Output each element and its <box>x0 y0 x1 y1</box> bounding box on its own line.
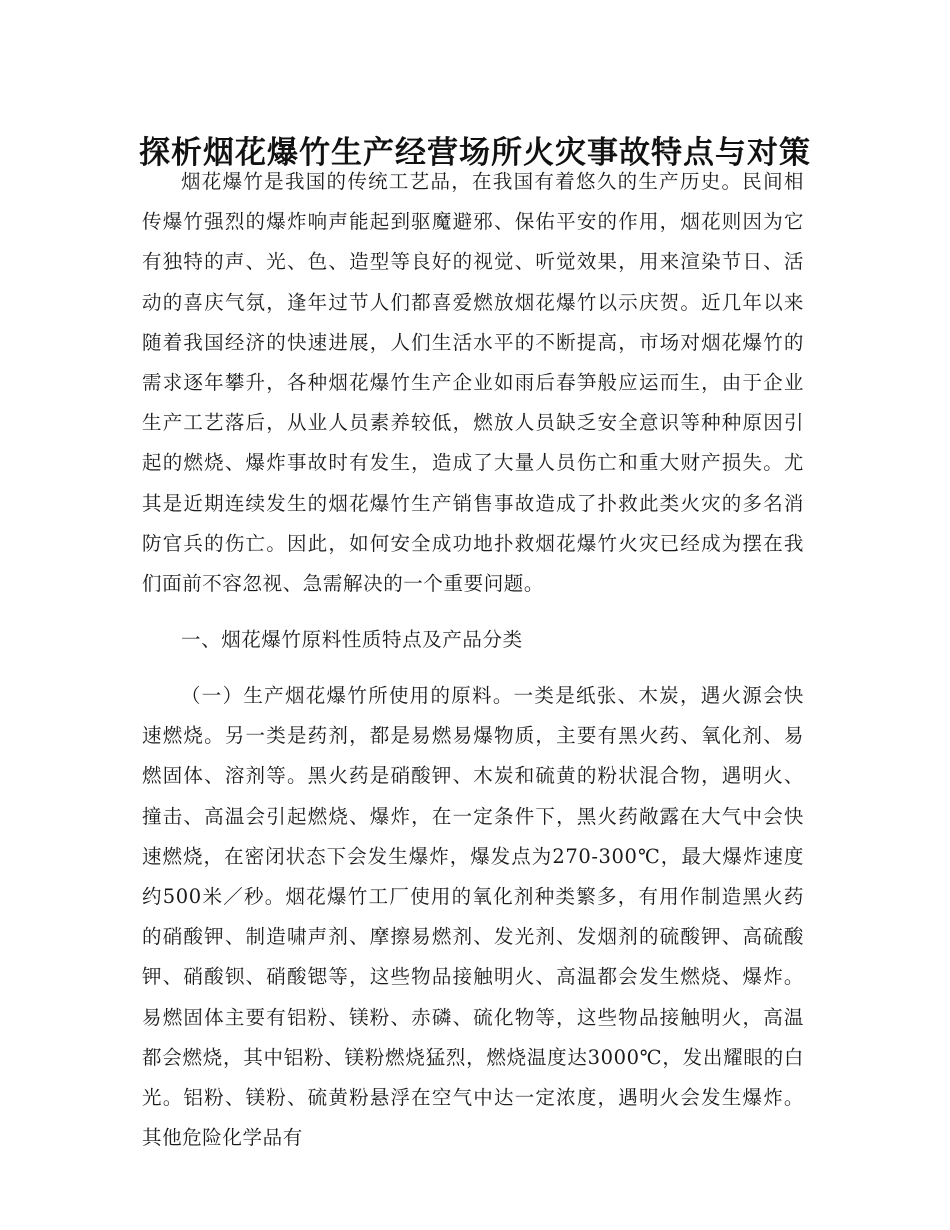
document-title: 探析烟花爆竹生产经营场所火灾事故特点与对策 <box>139 134 811 171</box>
section-heading: 一、烟花爆竹原料性质特点及产品分类 <box>181 628 523 651</box>
intro-paragraph: 烟花爆竹是我国的传统工艺品，在我国有着悠久的生产历史。民间相传爆竹强烈的爆炸响声能起到驱魔避邪、保佑平安的作用，烟花则因为它有独特的声、光、色、造型等良好的视觉、听觉效果，用来渲染节日、活动的喜庆气氛，逢年过节人们都喜爱燃放烟花爆竹以示庆贺。近几年以来随着我国经济的快速进展，人们生活水平的不断提高，市场对烟花爆竹的需求逐年攀升，各种烟花爆竹生产企业如雨后春笋般应运而生，由于企业生产工艺落后，从业人员素养较低，燃放人员缺乏安全意识等种种原因引起的燃烧、爆炸事故时有发生，造成了大量人员伤亡和重大财产损失。尤其是近期连续发生的烟花爆竹生产销售事故造成了扑救此类火灾的多名消防官兵的伤亡。因此，如何安全成功地扑救烟花爆竹火灾已经成为摆在我们面前不容忽视、急需解决的一个重要问题。 <box>142 170 804 596</box>
body-paragraph: （一）生产烟花爆竹所使用的原料。一类是纸张、木炭，遇火源会快速燃烧。另一类是药剂，都是易燃易爆物质，主要有黑火药、氧化剂、易燃固体、溶剂等。黑火药是硝酸钾、木炭和硫黄的粉状混合物，遇明火、撞击、高温会引起燃烧、爆炸，在一定条件下，黑火药敞露在大气中会快速燃烧，在密闭状态下会发生爆炸，爆发点为270-300℃，最大爆炸速度约500米／秒。烟花爆竹工厂使用的氧化剂种类繁多，有用作制造黑火药的硝酸钾、制造啸声剂、摩擦易燃剂、发光剂、发烟剂的硫酸钾、高硫酸钾、硝酸钡、硝酸锶等，这些物品接触明火、高温都会发生燃烧、爆炸。易燃固体主要有铝粉、镁粉、赤磷、硫化物等，这些物品接触明火，高温都会燃烧，其中铝粉、镁粉燃烧猛烈，燃烧温度达3000℃，发出耀眼的白光。铝粉、镁粉、硫黄粉悬浮在空气中达一定浓度，遇明火会发生爆炸。其他危险化学品有 <box>142 684 804 1150</box>
